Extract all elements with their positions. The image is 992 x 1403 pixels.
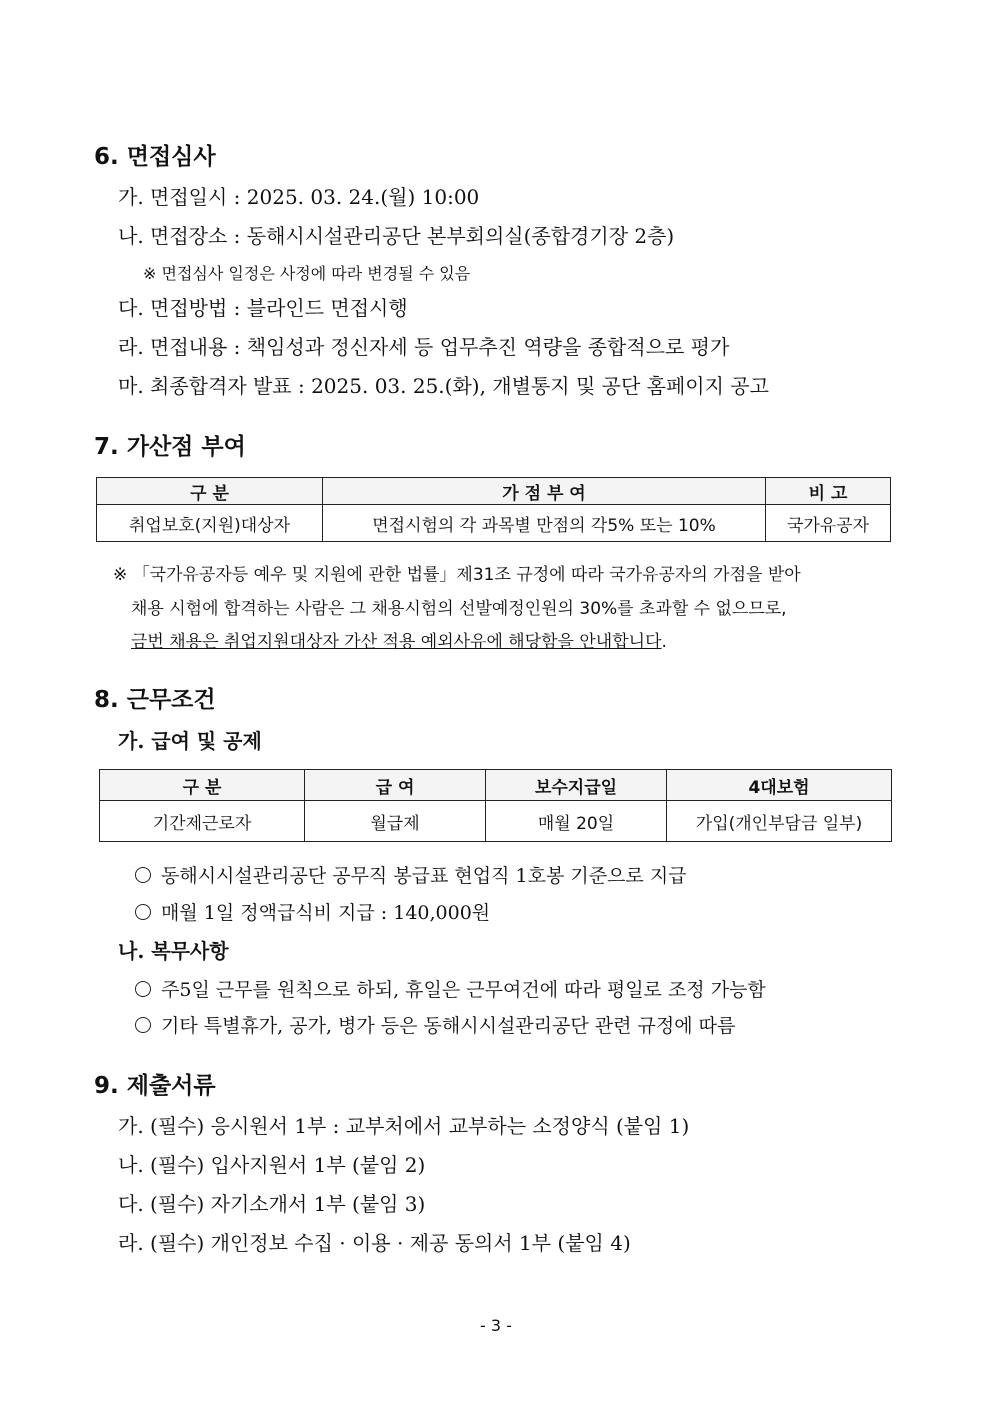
underlined-notice: 금번 채용은 취업지원대상자 가산 적용 예외사유에 해당함을 안내합니다 xyxy=(131,632,662,652)
table-cell: 기간제근로자 xyxy=(100,801,305,842)
interview-note: ※ 면접심사 일정은 사정에 따라 변경될 수 있음 xyxy=(143,264,471,283)
table-header: 보수지급일 xyxy=(486,770,667,801)
table-header: 비 고 xyxy=(766,478,891,505)
list-item xyxy=(135,898,490,925)
circle-bullet-icon xyxy=(135,1017,151,1033)
bonus-note-line: ※ 「국가유공자등 예우 및 지원에 관한 법률」제31조 규정에 따라 국가유공자의 가점을 받아 xyxy=(113,565,801,585)
bullet-text: 동해시시설관리공단 공무직 봉급표 현업직 1호봉 기준으로 지급 xyxy=(161,865,687,887)
circle-bullet-icon xyxy=(135,981,151,997)
work-conditions-table xyxy=(99,769,892,842)
salary-subtitle: 가. 급여 및 공제 xyxy=(118,729,262,753)
doc-item: 가. (필수) 응시원서 1부 : 교부처에서 교부하는 소정양식 (붙임 1) xyxy=(118,1114,690,1138)
final-announcement: 마. 최종합격자 발표 : 2025. 03. 25.(화), 개별통지 및 공단 홈페이지 공고 xyxy=(118,374,769,398)
section-8-title: 8. 근무조건 xyxy=(94,687,216,713)
circle-bullet-icon xyxy=(135,904,151,920)
table-header-row xyxy=(100,770,892,801)
interview-place: 나. 면접장소 : 동해시시설관리공단 본부회의실(종합경기장 2층) xyxy=(118,224,675,248)
table-header-row xyxy=(97,478,891,505)
bonus-note-line xyxy=(131,627,667,652)
circle-bullet-icon xyxy=(135,867,151,883)
doc-item: 나. (필수) 입사지원서 1부 (붙임 2) xyxy=(118,1153,426,1177)
table-cell: 가입(개인부담금 일부) xyxy=(667,801,892,842)
bonus-table xyxy=(96,477,891,542)
bonus-note-line: 채용 시험에 합격하는 사람은 그 채용시험의 선발예정인원의 30%를 초과할 수 없으므로, xyxy=(131,599,787,619)
note-period: . xyxy=(661,632,667,652)
doc-item: 라. (필수) 개인정보 수집 · 이용 · 제공 동의서 1부 (붙임 4) xyxy=(118,1231,631,1255)
page-number: - 3 - xyxy=(480,1316,512,1335)
table-row xyxy=(97,505,891,542)
list-item xyxy=(135,975,766,1002)
table-header: 구 분 xyxy=(100,770,305,801)
interview-content: 라. 면접내용 : 책임성과 정신자세 등 업무추진 역량을 종합적으로 평가 xyxy=(118,335,730,359)
table-header: 4대보험 xyxy=(667,770,892,801)
table-cell: 취업보호(지원)대상자 xyxy=(97,505,323,542)
table-cell: 국가유공자 xyxy=(766,505,891,542)
table-header: 가 점 부 여 xyxy=(323,478,766,505)
service-subtitle: 나. 복무사항 xyxy=(118,939,229,963)
list-item xyxy=(135,1011,735,1038)
list-item xyxy=(135,861,687,888)
table-header: 구 분 xyxy=(97,478,323,505)
table-cell: 면접시험의 각 과목별 만점의 각5% 또는 10% xyxy=(323,505,766,542)
section-9-title: 9. 제출서류 xyxy=(94,1073,216,1099)
interview-method: 다. 면접방법 : 블라인드 면접시행 xyxy=(118,296,408,320)
table-cell: 매월 20일 xyxy=(486,801,667,842)
bullet-text: 주5일 근무를 원칙으로 하되, 휴일은 근무여건에 따라 평일로 조정 가능함 xyxy=(161,979,766,1001)
table-row xyxy=(100,801,892,842)
table-header: 급 여 xyxy=(305,770,486,801)
bullet-text: 기타 특별휴가, 공가, 병가 등은 동해시시설관리공단 관련 규정에 따름 xyxy=(161,1015,736,1037)
interview-date: 가. 면접일시 : 2025. 03. 24.(월) 10:00 xyxy=(118,185,480,209)
bullet-text: 매월 1일 정액급식비 지급 : 140,000원 xyxy=(161,902,491,924)
section-6-title: 6. 면접심사 xyxy=(94,144,216,170)
table-cell: 월급제 xyxy=(305,801,486,842)
doc-item: 다. (필수) 자기소개서 1부 (붙임 3) xyxy=(118,1192,426,1216)
section-7-title: 7. 가산점 부여 xyxy=(94,434,246,460)
